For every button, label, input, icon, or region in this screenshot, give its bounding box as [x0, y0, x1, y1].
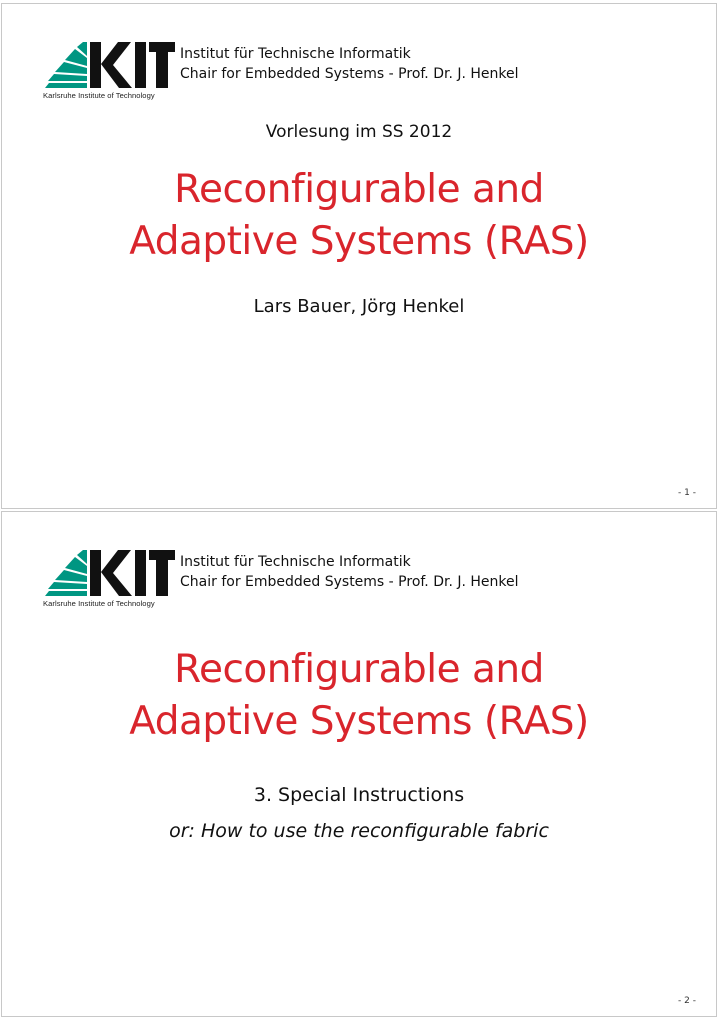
logo-caption: Karlsruhe Institute of Technology — [43, 599, 155, 608]
page-number: - 2 - — [678, 996, 696, 1006]
kit-logo-graphic — [43, 548, 175, 598]
chair-name: Chair for Embedded Systems - Prof. Dr. J. Henkel — [180, 574, 519, 590]
title-line-2: Adaptive Systems (RAS) — [129, 219, 589, 264]
authors: Lars Bauer, Jörg Henkel — [253, 296, 465, 317]
title-line-2: Adaptive Systems (RAS) — [129, 699, 589, 744]
logo-caption: Karlsruhe Institute of Technology — [43, 91, 155, 100]
slide-title — [2, 644, 716, 748]
kit-logo — [43, 40, 175, 102]
kit-logo — [43, 548, 175, 610]
institute-name: Institut für Technische Informatik — [180, 554, 411, 570]
institute-header — [180, 44, 519, 84]
slide-2 — [1, 511, 717, 1017]
chapter-subtitle: or: How to use the reconfigurable fabric — [169, 820, 549, 842]
institute-name: Institut für Technische Informatik — [180, 46, 411, 62]
title-line-1: Reconfigurable and — [174, 647, 544, 692]
institute-header — [180, 552, 519, 592]
lecture-term: Vorlesung im SS 2012 — [265, 122, 453, 142]
page-number: - 1 - — [678, 488, 696, 498]
slide-1 — [1, 3, 717, 509]
chapter-title: 3. Special Instructions — [253, 784, 465, 806]
chair-name: Chair for Embedded Systems - Prof. Dr. J. Henkel — [180, 66, 519, 82]
title-line-1: Reconfigurable and — [174, 167, 544, 212]
kit-logo-graphic — [43, 40, 175, 90]
slide-title — [2, 164, 716, 268]
